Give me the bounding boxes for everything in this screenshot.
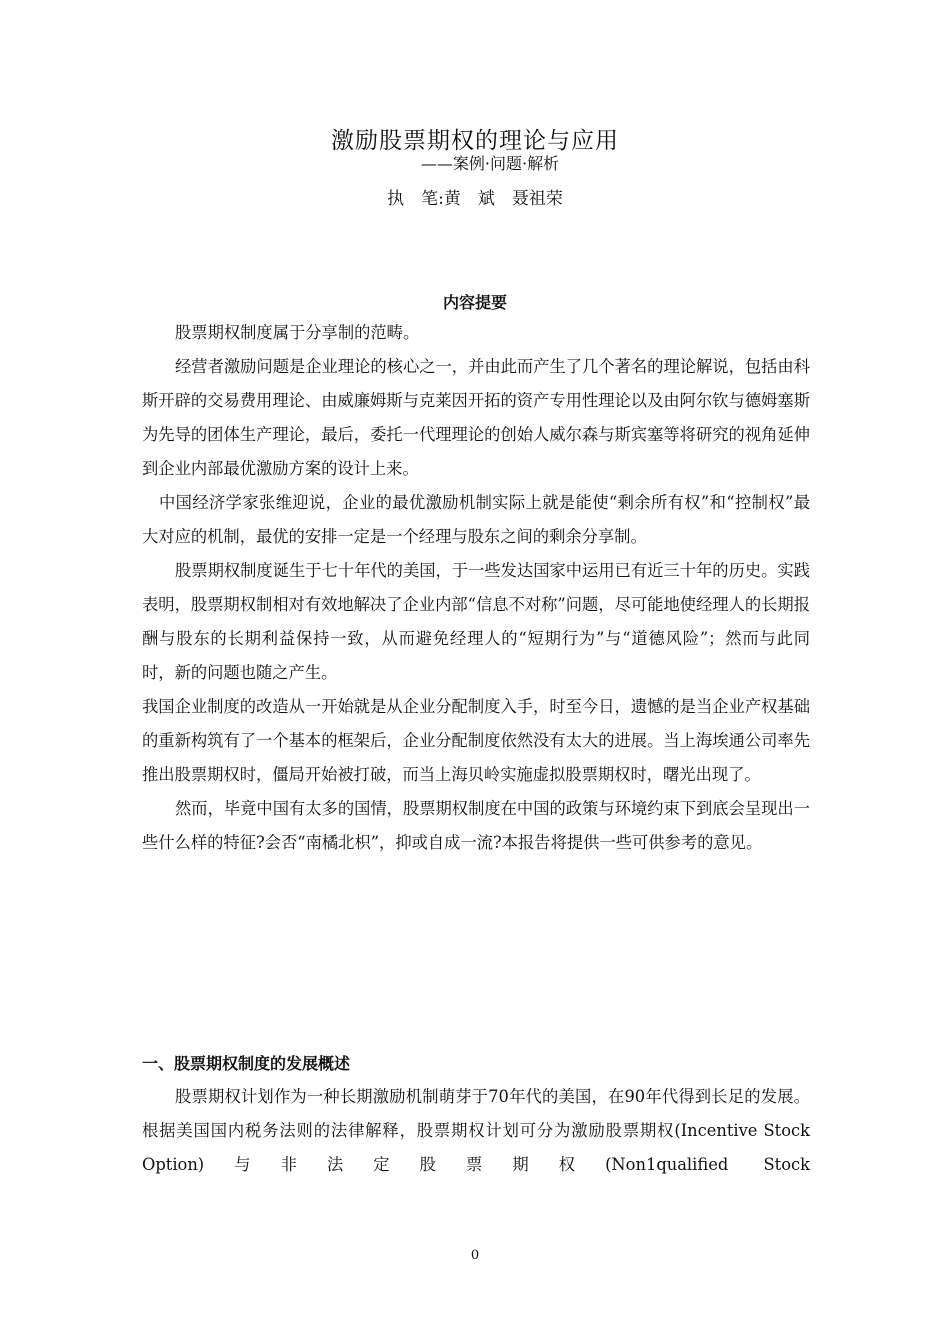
- summary-paragraph: 股票期权制度诞生于七十年代的美国，于一些发达国家中运用已有近三十年的历史。实践表明，股票期权制相对有效地解决了企业内部“信息不对称”问题，尽可能地使经理人的长期报酬与股东的长期利益保持一致，从而避免经理人的“短期行为”与“道德风险”；然而与此同时，新的问题也随之产生。: [142, 561, 810, 682]
- summary-paragraph: 我国企业制度的改造从一开始就是从企业分配制度入手，时至今日，遗憾的是当企业产权基础的重新构筑有了一个基本的框架后，企业分配制度依然没有太大的进展。当上海埃通公司率先推出股票期权时，僵局开始被打破，而当上海贝岭实施虚拟股票期权时，曙光出现了。: [142, 697, 810, 784]
- summary-paragraph: 然而，毕竟中国有太多的国情，股票期权制度在中国的政策与环境约束下到底会呈现出一些什么样的特征?会否“南橘北枳”，抑或自成一流?本报告将提供一些可供参考的意见。: [142, 799, 810, 852]
- summary-body: [142, 316, 810, 860]
- section-body: [142, 1080, 810, 1182]
- document-subtitle: ——案例·问题·解析: [420, 154, 560, 173]
- section-paragraph: 股票期权计划作为一种长期激励机制萌芽于70年代的美国，在90年代得到长足的发展。根据美国国内税务法则的法律解释，股票期权计划可分为激励股票期权(Incentive Stock Option)与非法定股票期权(Non1qualified Stock: [142, 1087, 810, 1174]
- summary-heading: 内容提要: [442, 293, 507, 312]
- section-heading: 一、股票期权制度的发展概述: [142, 1054, 351, 1073]
- summary-paragraph: 股票期权制度属于分享制的范畴。: [175, 323, 420, 342]
- page-number: 0: [470, 1248, 480, 1263]
- summary-paragraph: 经营者激励问题是企业理论的核心之一，并由此而产生了几个著名的理论解说，包括由科斯开辟的交易费用理论、由威廉姆斯与克莱因开拓的资产专用性理论以及由阿尔钦与德姆塞斯为先导的团体生产理论，最后，委托一代理理论的创始人威尔森与斯宾塞等将研究的视角延伸到企业内部最优激励方案的设计上来。: [142, 357, 810, 478]
- summary-paragraph: 中国经济学家张维迎说，企业的最优激励机制实际上就是能使“剩余所有权”和“控制权”最大对应的机制，最优的安排一定是一个经理与股东之间的剩余分享制。: [142, 493, 810, 546]
- document-authors: 执 笔:黄 斌 聂祖荣: [387, 189, 563, 209]
- document-title: 激励股票期权的理论与应用: [331, 128, 619, 154]
